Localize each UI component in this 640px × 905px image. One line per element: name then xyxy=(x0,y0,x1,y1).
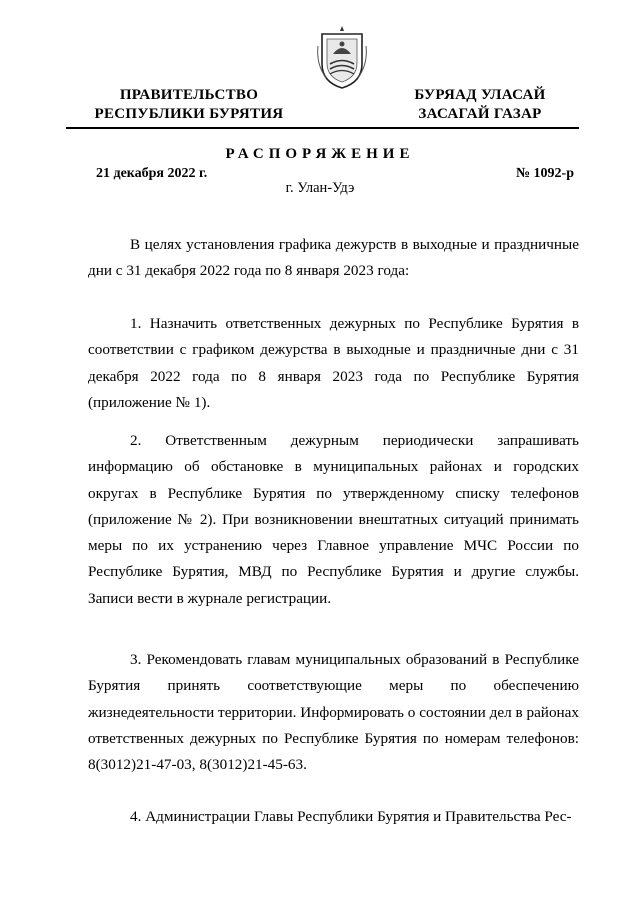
paragraph-1 xyxy=(88,311,579,416)
header-left-line2: РЕСПУБЛИКИ БУРЯТИЯ xyxy=(94,106,284,122)
coat-of-arms-icon xyxy=(316,24,368,90)
header-left-line1: ПРАВИТЕЛЬСТВО xyxy=(119,87,259,103)
paragraph-text: 3. Рекомендовать главам муниципальных образований в Республике Бурятия принять соответствующие меры по обеспечению жизнедеятельности территории. Информировать о состоянии дел в районах ответственных дежурных по Республике Бурятия по номерам телефонов: 8(3012)21-47-03, 8(3012)21-45-63. xyxy=(88,651,579,774)
paragraph-3 xyxy=(88,647,579,778)
paragraph-text: В целях установления графика дежурств в выходные и праздничные дни с 31 декабря 2022 года по 8 января 2023 года: xyxy=(88,236,579,280)
paragraph-2 xyxy=(88,428,579,612)
paragraph-4 xyxy=(88,804,579,830)
header-left xyxy=(84,86,294,124)
paragraph-text: 2. Ответственным дежурным периодически запрашивать информацию об обстановке в муниципальных районах и городских округах в Республике Бурятия по утвержденному списку телефонов (приложение № 2). При возникновении внештатных ситуаций принимать меры по их устранению через Главное управление МЧС России по Республике Бурятия, МВД по Республике Бурятия и другие службы. Записи вести в журнале регистрации. xyxy=(88,432,579,607)
paragraph-text: 1. Назначить ответственных дежурных по Республике Бурятия в соответствии с графиком дежурства в выходные и праздничные дни с 31 декабря 2022 года по 8 января 2023 года по Республике Бурятия (приложение № 1). xyxy=(88,315,579,411)
header-right xyxy=(398,86,562,124)
document-date: 21 декабря 2022 г. xyxy=(96,166,208,181)
document-title: РАСПОРЯЖЕНИЕ xyxy=(225,146,415,162)
document-city: г. Улан-Удэ xyxy=(285,180,355,196)
header-right-line2: ЗАСАГАЙ ГАЗАР xyxy=(418,106,542,122)
paragraph-text: 4. Администрации Главы Республики Бурятия и Правительства Рес- xyxy=(130,808,572,825)
document-number: № 1092-р xyxy=(515,166,574,181)
header-divider xyxy=(66,127,579,129)
paragraph-intro xyxy=(88,232,579,285)
header-right-line1: БУРЯАД УЛАСАЙ xyxy=(414,87,546,103)
